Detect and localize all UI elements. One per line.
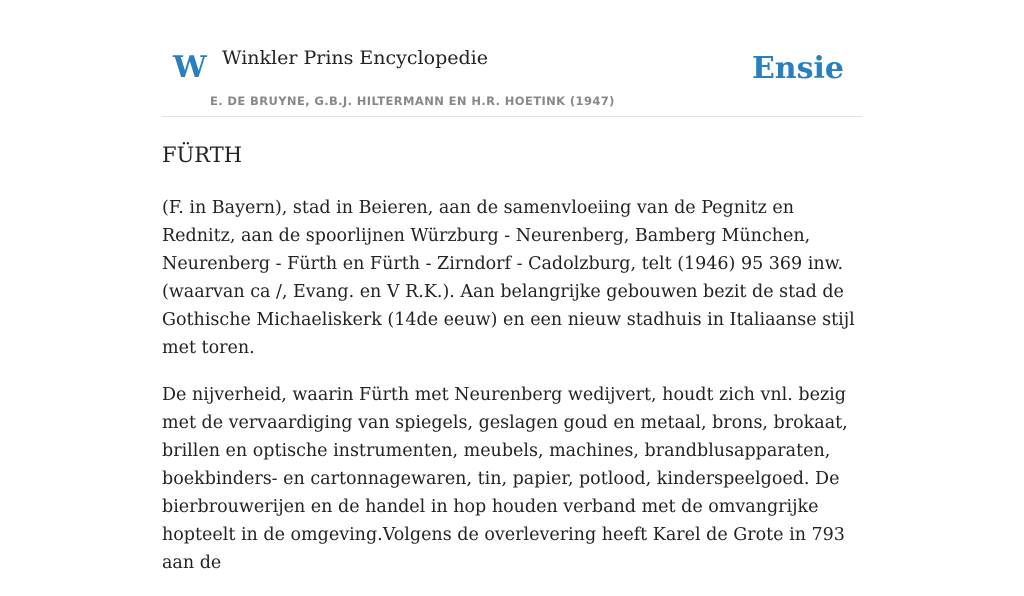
publication-authors: E. DE BRUYNE, G.B.J. HILTERMANN EN H.R. HOETINK (1947) [210,94,615,108]
article-paragraph: (F. in Bayern), stad in Beieren, aan de samenvloeiing van de Pegnitz en Rednitz, aan de spoorlijnen Würzburg - Neurenberg, Bamberg München, Neurenberg - Fürth en Fürth - Zirndorf - Cadolzburg, telt (1946) 95 369 inw. (waarvan ca /, Evang. en V R.K.). Aan belangrijke gebouwen bezit de stad de Gothische Michaeliskerk (14de eeuw) en een nieuw stadhuis in Italiaanse stijl met toren. [162,198,855,358]
header [162,0,862,117]
article [162,138,862,596]
article-title: FÜRTH [162,143,243,167]
publication-title[interactable]: Winkler Prins Encyclopedie [222,47,488,69]
ensie-logo-link[interactable]: Ensie [751,51,844,86]
article-paragraph: De nijverheid, waarin Fürth met Neurenberg wedijvert, houdt zich vnl. bezig met de vervaardiging van spiegels, geslagen goud en metaal, brons, brokaat, brillen en optische instrumenten, meubels, machines, brandblusapparaten, boekbinders- en cartonnagewaren, tin, papier, potlood, kinderspeelgoed. De bierbrouwerijen en de handel in hop houden verband met de omvangrijke hopteelt in de omgeving.Volgens de overlevering heeft Karel de Grote in 793 aan de [162,385,848,573]
publication-logo[interactable]: W [173,50,207,85]
